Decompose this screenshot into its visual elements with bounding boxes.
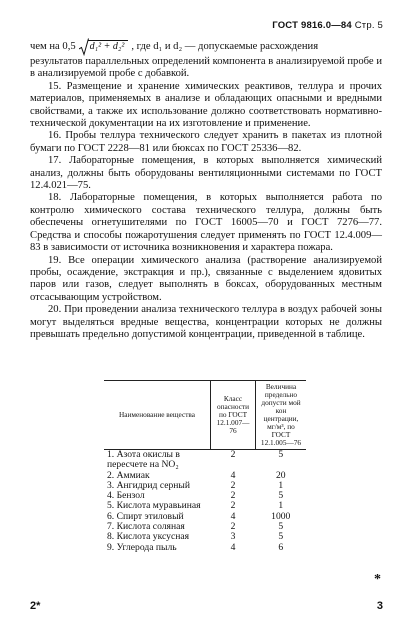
hazard-class-cell: 4 (230, 541, 236, 553)
hazard-class-cell: 2 (230, 521, 236, 533)
concentration-cell: 6 (278, 541, 284, 553)
concentration-cell: 5 (278, 490, 284, 502)
paragraph-18: 18. Лабораторные помещения, в которых выполняется работа по контролю химического состава технического теллура, должны быть обеспечены огнетушителями по ГОСТ 16005—70 и ГОСТ 7276—77. Средства и способы пожаротушения следует применять по ГОСТ 12.4.009—83 в зависимости от источника возникновения и характера пожара. (30, 192, 382, 254)
substance-cell: 9. Углерода пыль (107, 541, 177, 553)
hazard-class-cell: 2 (230, 500, 236, 512)
table-row (104, 450, 306, 471)
substance-cell: 6. Спирт этиловый (107, 510, 184, 522)
substance-cell: 5. Кислота муравьиная (107, 500, 201, 512)
signature-mark: 2* (30, 600, 41, 612)
paragraph-continuation: результатов параллельных определений компонента в анализируемой пробе и в анализируемой пробе с добавкой. (30, 56, 382, 80)
hazard-class-cell: 2 (230, 449, 236, 460)
table-body (104, 450, 306, 553)
hazard-class-cell: 4 (230, 510, 236, 522)
hazard-class-cell: 3 (230, 531, 236, 543)
substance-cell: 4. Бензол (107, 490, 145, 502)
column-header-hazard-class: Класс опасности по ГОСТ 12.1.007—76 (211, 381, 256, 450)
square-root-formula (79, 38, 129, 56)
concentration-cell: 5 (278, 521, 284, 533)
paragraph-17: 17. Лабораторные помещения, в которых выполняется химический анализ, должны быть оборудованы вентиляционными системами по ГОСТ 12.4.021—75. (30, 155, 382, 192)
table-row (104, 543, 306, 553)
document-body (30, 38, 382, 341)
concentration-cell: 1 (278, 500, 284, 512)
formula-suffix: , где d₁ и d₂ — допускаемые расхождения (131, 40, 319, 52)
page-number: 3 (376, 600, 383, 612)
page-label: Стр. 5 (354, 20, 383, 31)
substance-cell: 8. Кислота уксусная (107, 531, 190, 543)
substance-cell: 3. Ангидрид серный (107, 479, 190, 491)
standard-number: ГОСТ 9816.0—84 (272, 20, 352, 31)
substance-cell: 2. Аммиак (107, 469, 150, 481)
column-header-max-concentration: Величина предельно допусти мой кон центрации, мг/м³, по ГОСТ 12.1.005—76 (256, 381, 307, 450)
hazard-table (104, 380, 306, 553)
column-header-substance: Наименование вещества (104, 381, 211, 450)
hazard-class-cell: 4 (230, 469, 236, 481)
paragraph-19: 19. Все операции химического анализа (растворение анализируемой пробы, осаждение, экстракция и пр.), связанные с выделением ядовитых паров или газов, следует выполнять в боксах, оборудованных местным отсасывающим устройством. (30, 254, 382, 303)
formula-line (30, 38, 382, 56)
substance-cell: 7. Кислота соляная (107, 521, 185, 533)
concentration-cell: 5 (278, 531, 284, 543)
concentration-cell: 1 (278, 479, 284, 491)
table-header-row (104, 381, 306, 450)
paragraph-15: 15. Размещение и хранение химических реактивов, теллура и прочих материалов, применяемых в анализе и обладающих опасными и вредными свойствами, а также их использование должно соответствовать нормативно-технической документации на их изготовление и применение. (30, 80, 382, 130)
hazard-class-cell: 2 (230, 490, 236, 502)
formula-radicand: d₁² + d₂² (88, 40, 129, 53)
concentration-cell: 1000 (271, 510, 291, 522)
hazard-class-cell: 2 (230, 479, 236, 491)
page-header (272, 20, 383, 31)
paragraph-20: 20. При проведении анализа технического теллура в воздух рабочей зоны могут выделяться вредные вещества, концентрации которых не должны превышать предельно допустимой концентрации, приведенной в таблице. (30, 304, 382, 340)
concentration-cell: 5 (278, 449, 284, 460)
concentration-cell: 20 (275, 469, 286, 481)
margin-mark: * (374, 572, 381, 587)
paragraph-16: 16. Пробы теллура технического следует хранить в пакетах из плотной бумаги по ГОСТ 2228—81 или бюксах по ГОСТ 25336—82. (30, 130, 382, 154)
formula-prefix: чем на 0,5 (30, 40, 76, 52)
substance-cell: 1. Азота окислы в пересчете на NO₂ (107, 449, 180, 471)
